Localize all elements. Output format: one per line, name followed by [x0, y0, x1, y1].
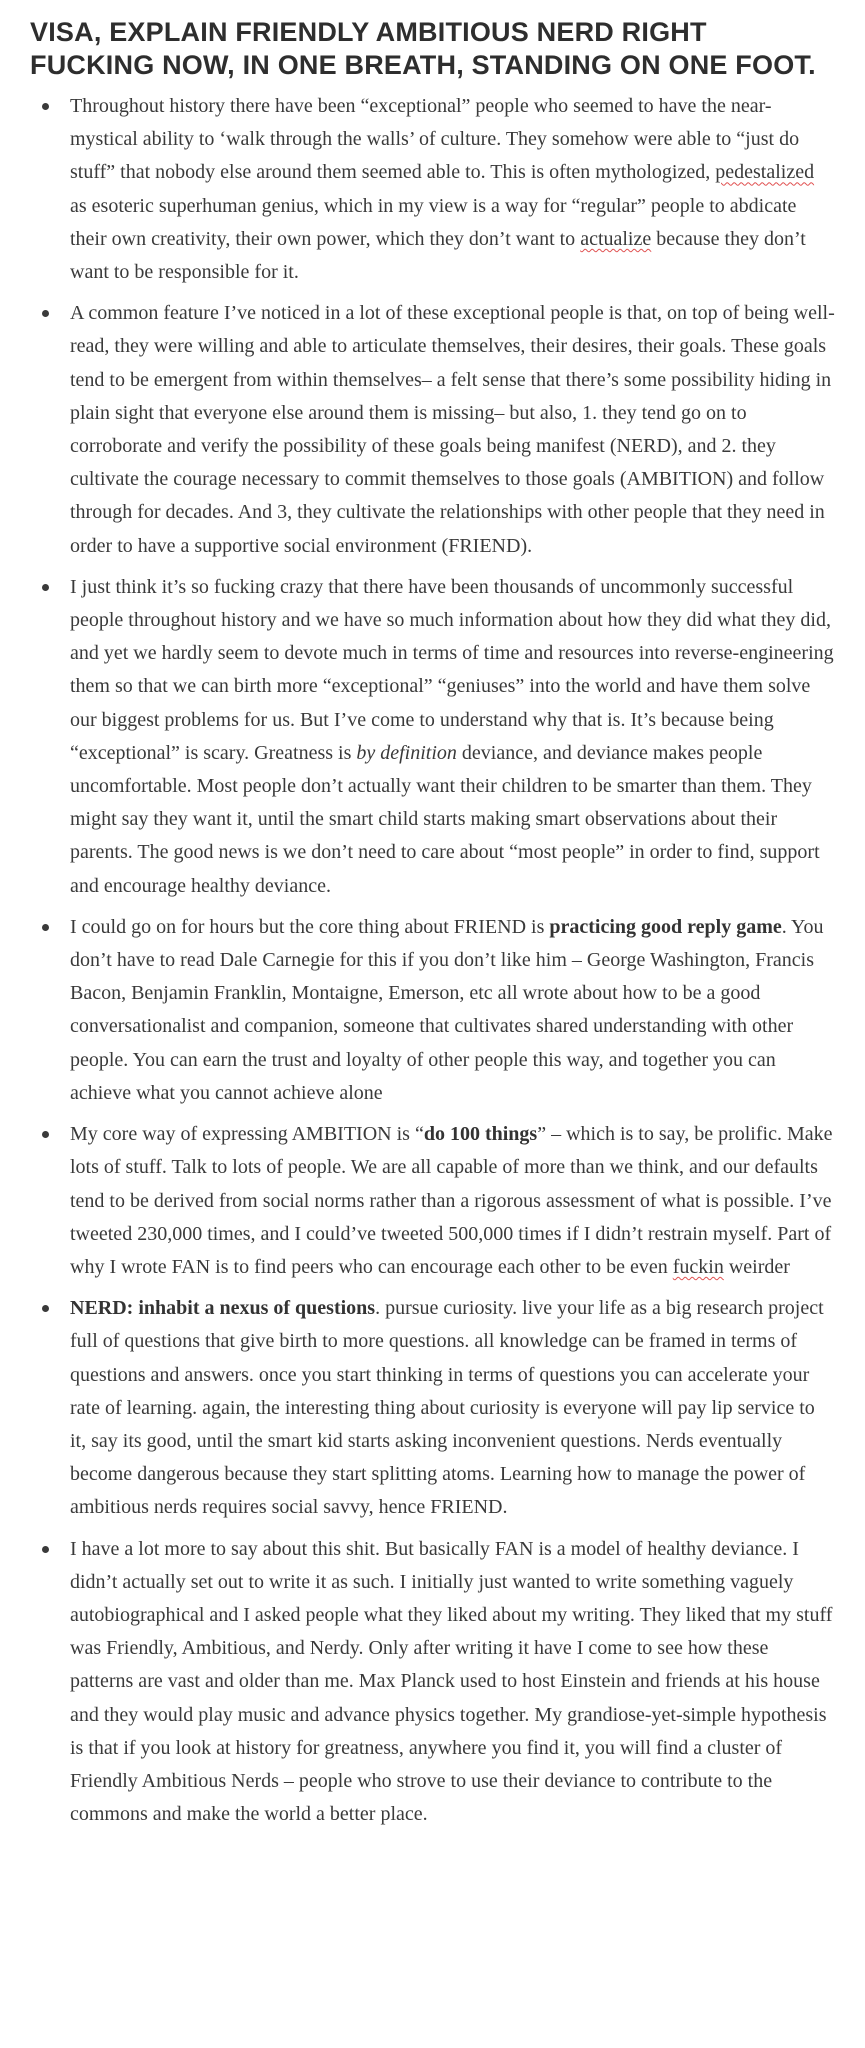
- list-item: A common feature I’ve noticed in a lot of these exceptional people is that, on top of being well-read, they were willing and able to articulate themselves, their desires, their goals. These goals tend to be emergent from within themselves– a felt sense that there’s some possibility hiding in plain sight that everyone else around them is missing– but also, 1. they tend go on to corroborate and verify the possibility of these goals being manifest (NERD), and 2. they cultivate the courage necessary to commit themselves to those goals (AMBITION) and follow through for decades. And 3, they cultivate the relationships with other people that they need in order to have a supportive social environment (FRIEND).: [30, 297, 835, 563]
- bullet-icon: [42, 1305, 49, 1312]
- bullet-icon: [42, 103, 49, 110]
- bullet-icon: [42, 310, 49, 317]
- bullet-list: [30, 90, 835, 1831]
- list-item: My core way of expressing AMBITION is “do 100 things” – which is to say, be prolific. Make lots of stuff. Talk to lots of people. We are all capable of more than we think, and our defaults tend to be derived from social norms rather than a rigorous assessment of what is possible. I’ve tweeted 230,000 times, and I could’ve tweeted 500,000 times if I didn’t restrain myself. Part of why I wrote FAN is to find peers who can encourage each other to be even fuckin weirder: [30, 1118, 835, 1284]
- bullet-icon: [42, 924, 49, 931]
- list-item: I just think it’s so fucking crazy that there have been thousands of uncommonly successful people throughout history and we have so much information about how they did what they did, and yet we hardly seem to devote much in terms of time and resources into reverse-engineering them so that we can birth more “exceptional” “geniuses” into the world and have them solve our biggest problems for us. But I’ve come to understand why that is. It’s because being “exceptional” is scary. Greatness is by definition deviance, and deviance makes people uncomfortable. Most people don’t actually want their children to be smarter than them. They might say they want it, until the smart child starts making smart observations about their parents. The good news is we don’t need to care about “most people” in order to find, support and encourage healthy deviance.: [30, 571, 835, 903]
- bullet-icon: [42, 1546, 49, 1553]
- page-title: [30, 16, 835, 82]
- bullet-icon: [42, 1131, 49, 1138]
- bold-text: do 100 things: [423, 1123, 538, 1146]
- misspelled-word[interactable]: actualize: [580, 227, 652, 250]
- misspelled-word[interactable]: fuckin: [672, 1255, 724, 1278]
- list-item: Throughout history there have been “exceptional” people who seemed to have the near-mystical ability to ‘walk through the walls’ of culture. They somehow were able to “just do stuff” that nobody else around them seemed able to. This is often mythologized, pedestalized as esoteric superhuman genius, which in my view is a way for “regular” people to abdicate their own creativity, their own power, which they don’t want to actualize because they don’t want to be responsible for it.: [30, 90, 835, 289]
- list-item: NERD: inhabit a nexus of questions. pursue curiosity. live your life as a big research project full of questions that give birth to more questions. all knowledge can be framed in terms of questions and answers. once you start thinking in terms of questions you can accelerate your rate of learning. again, the interesting thing about curiosity is everyone will pay lip service to it, say its good, until the smart kid starts asking inconvenient questions. Nerds eventually become dangerous because they start splitting atoms. Learning how to manage the power of ambitious nerds requires social savvy, hence FRIEND.: [30, 1292, 835, 1524]
- page-title-line-2: FUCKING NOW, IN ONE BREATH, STANDING ON ONE FOOT.: [30, 50, 816, 80]
- italic-text: by definition: [356, 741, 457, 764]
- bold-text: practicing good reply game: [549, 915, 782, 938]
- bold-text: NERD: inhabit a nexus of questions: [70, 1297, 376, 1320]
- bullet-icon: [42, 584, 49, 591]
- misspelled-word[interactable]: pedestalized: [715, 161, 815, 184]
- page-title-line-1: VISA, EXPLAIN FRIENDLY AMBITIOUS NERD RIGHT: [30, 17, 707, 47]
- list-item: I could go on for hours but the core thing about FRIEND is practicing good reply game. You don’t have to read Dale Carnegie for this if you don’t like him – George Washington, Francis Bacon, Benjamin Franklin, Montaigne, Emerson, etc all wrote about how to be a good conversationalist and companion, someone that cultivates shared understanding with other people. You can earn the trust and loyalty of other people this way, and together you can achieve what you cannot achieve alone: [30, 911, 835, 1110]
- list-item: I have a lot more to say about this shit. But basically FAN is a model of healthy deviance. I didn’t actually set out to write it as such. I initially just wanted to write something vaguely autobiographical and I asked people what they liked about my writing. They liked that my stuff was Friendly, Ambitious, and Nerdy. Only after writing it have I come to see how these patterns are vast and older than me. Max Planck used to host Einstein and friends at his house and they would play music and advance physics together. My grandiose-yet-simple hypothesis is that if you look at history for greatness, anywhere you find it, you will find a cluster of Friendly Ambitious Nerds – people who strove to use their deviance to contribute to the commons and make the world a better place.: [30, 1533, 835, 1832]
